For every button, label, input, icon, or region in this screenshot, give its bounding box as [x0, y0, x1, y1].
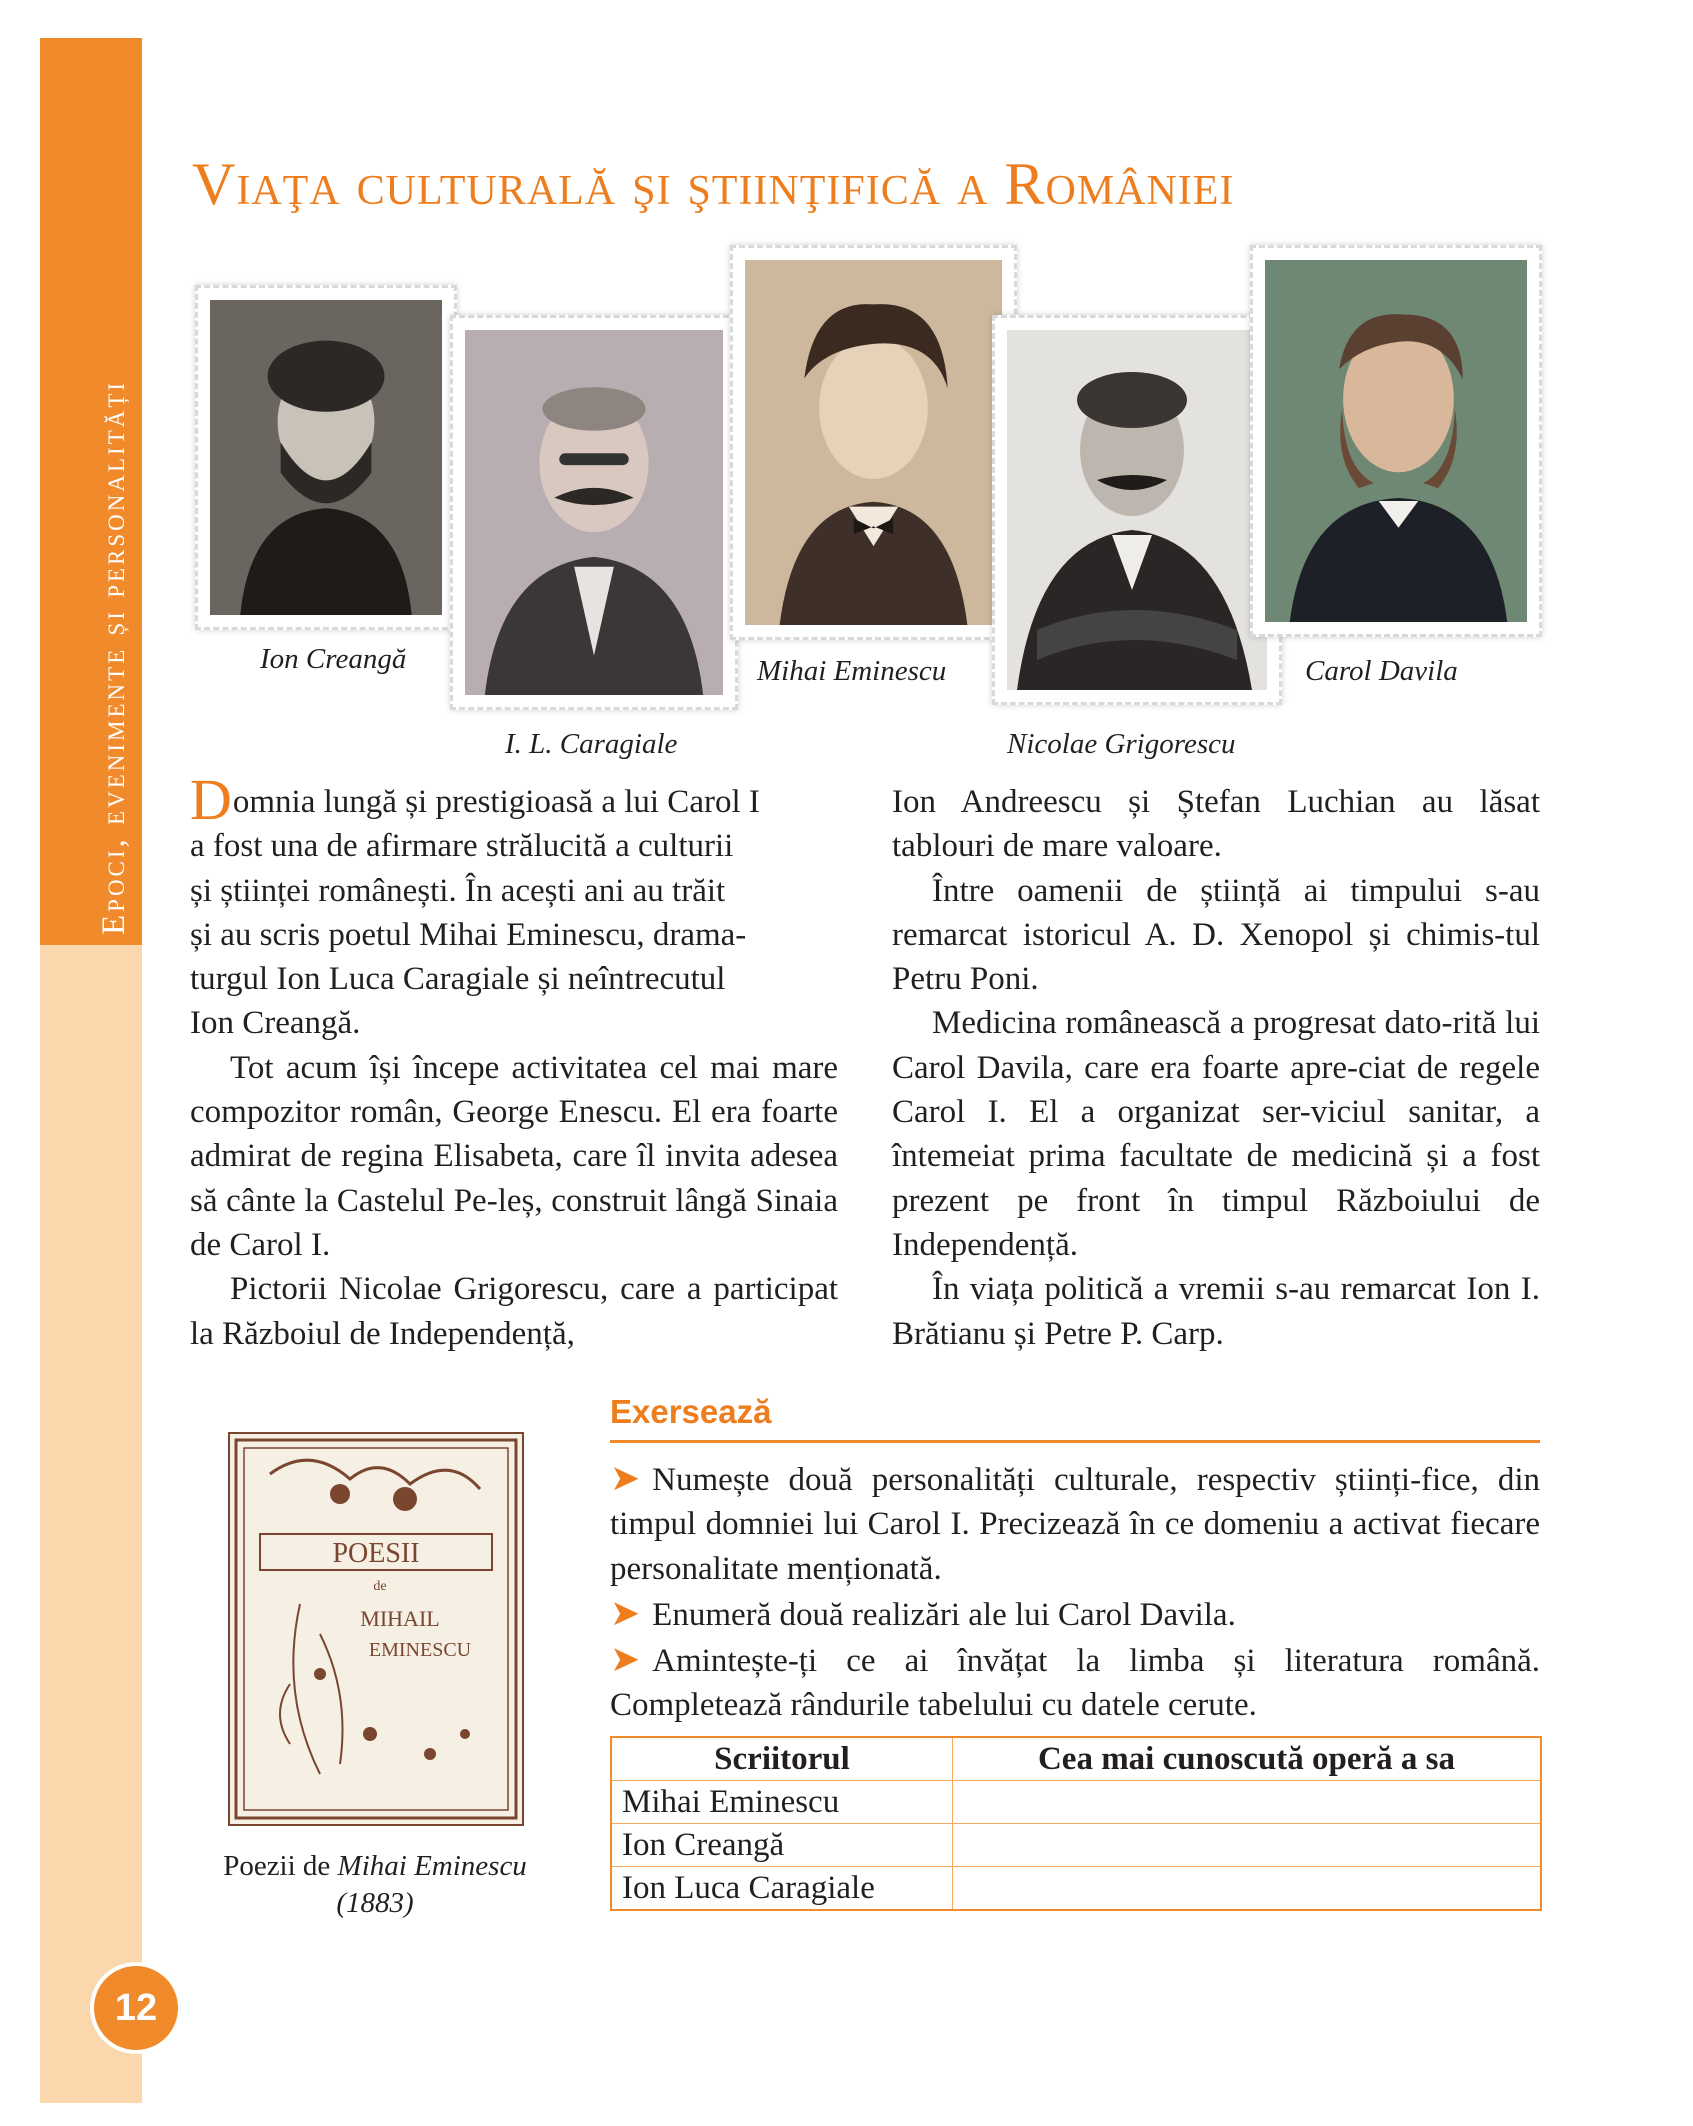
- text-line: omnia lungă și prestigioasă a lui Carol I: [232, 784, 760, 820]
- portrait-davila: [1250, 245, 1542, 637]
- exercise-item-text: Amintește-ți ce ai învățat la limba și literatura română. Completează rândurile tabelului cu datele cerute.: [610, 1643, 1540, 1724]
- portrait-eminescu: [730, 245, 1017, 640]
- text-line: Ion Andreescu și Ștefan Luchian au lăsat: [892, 784, 1540, 820]
- text-line: Ion Creangă.: [190, 1005, 361, 1042]
- text-column-left: [190, 767, 839, 1356]
- text-line: remarcat istoricul A. D. Xenopol și chimis-: [892, 916, 1506, 953]
- table-header-cell: Scriitorul: [611, 1737, 953, 1781]
- caption-prefix: Poezii de: [223, 1850, 338, 1882]
- text-line: tul Petru Poni.: [892, 916, 1540, 998]
- table-header-cell: Cea mai cunoscută operă a sa: [953, 1737, 1542, 1781]
- text-line: Ion I. Brătianu și Petre P. Carp.: [892, 1271, 1540, 1352]
- book-cover-illustration: [228, 1432, 524, 1826]
- table-cell-answer[interactable]: [953, 1824, 1542, 1867]
- text-line: Tot acum își începe activitatea cel mai: [230, 1049, 760, 1086]
- caption-caragiale: I. L. Caragiale: [505, 728, 678, 760]
- text-line: timpul Războiului de Independență.: [892, 1182, 1541, 1263]
- text-line: de medicină și a fost prezent pe front în: [892, 1138, 1541, 1219]
- table-cell: Mihai Eminescu: [611, 1781, 953, 1824]
- caption-davila: Carol Davila: [1305, 655, 1458, 687]
- exercise-item: [610, 1591, 1540, 1637]
- table-header-row: [611, 1737, 1541, 1781]
- table-row: [611, 1824, 1541, 1867]
- text-line: În viața politică a vremii s-au remarcat: [932, 1271, 1457, 1308]
- text-line: El era foarte admirat de regina Elisabeta,: [190, 1094, 838, 1175]
- portrait-creanga: [195, 285, 457, 630]
- exercise-title: Exersează: [610, 1393, 772, 1430]
- text-line: mare compozitor român, George Enescu.: [190, 1049, 839, 1131]
- text-line: leș, construit lângă Sinaia de Carol I.: [190, 1182, 838, 1263]
- text-line: Pictorii Nicolae Grigorescu, care a: [230, 1271, 702, 1308]
- exercise-list: [610, 1456, 1540, 1728]
- table-row: [611, 1867, 1541, 1911]
- page-title: Viaţa culturală şi ştiinţifică a României: [192, 151, 1235, 217]
- paragraph: [892, 1001, 1540, 1267]
- text-line: și au scris poetul Mihai Eminescu, drama-: [190, 916, 747, 953]
- text-line: a fost una de afirmare strălucită a culturii: [190, 828, 734, 865]
- portrait-grigorescu: [992, 315, 1282, 705]
- exercise-item: [610, 1637, 1540, 1728]
- paragraph: [190, 1046, 838, 1267]
- text-line: turgul Ion Luca Caragiale și neîntrecutul: [190, 961, 726, 998]
- paragraph: [892, 869, 1540, 1002]
- book-cover-word: POESII: [332, 1538, 420, 1569]
- caption-author: Mihai Eminescu: [337, 1850, 527, 1882]
- writers-table: [610, 1736, 1542, 1911]
- text-line: care îl invita adesea să cânte la Castelul Pe-: [190, 1138, 838, 1219]
- book-cover-author-1: MIHAIL: [360, 1606, 440, 1631]
- exercise-divider: [610, 1440, 1540, 1443]
- text-line: tablouri de mare valoare.: [892, 828, 1222, 865]
- text-line: participat la Războiul de Independență,: [190, 1271, 839, 1352]
- table-row: [611, 1781, 1541, 1824]
- caption-creanga: Ion Creangă: [260, 643, 407, 675]
- page-number: 12: [90, 1962, 182, 2054]
- table-cell-answer[interactable]: [953, 1867, 1542, 1911]
- paragraph: [892, 1267, 1540, 1356]
- paragraph: [892, 780, 1540, 869]
- caption-grigorescu: Nicolae Grigorescu: [1007, 728, 1236, 760]
- table-cell: Ion Creangă: [611, 1824, 953, 1867]
- text-column-right: [892, 780, 1540, 1356]
- text-line: rită lui Carol Davila, care era foarte apre-: [892, 1005, 1540, 1086]
- paragraph: [190, 1267, 838, 1356]
- caption-eminescu: Mihai Eminescu: [757, 655, 947, 687]
- paragraph: [190, 767, 838, 1046]
- table-cell: Ion Luca Caragiale: [611, 1867, 953, 1911]
- book-cover-de: de: [373, 1579, 387, 1594]
- text-line: Medicina românească a progresat dato-: [932, 1005, 1453, 1042]
- text-line: Între oamenii de știință ai timpului s-au: [932, 872, 1540, 909]
- text-line: și științei românești. În acești ani au trăit: [190, 872, 726, 909]
- side-band-light: [40, 945, 142, 2103]
- caption-year: (1883): [336, 1887, 414, 1919]
- table-cell-answer[interactable]: [953, 1781, 1542, 1824]
- text-line: ciat de regele Carol I. El a organizat ser-: [892, 1049, 1540, 1131]
- book-cover-author-2: EMINESCU: [368, 1639, 472, 1661]
- arrow-icon: ➤: [610, 1639, 641, 1680]
- exercise-item: [610, 1456, 1540, 1591]
- arrow-icon: ➤: [610, 1592, 641, 1633]
- exercise-item-text: Enumeră două realizări ale lui Carol Davila.: [652, 1596, 1236, 1633]
- drop-cap: D: [190, 767, 232, 832]
- section-label: Epoci, evenimente și personalități: [96, 379, 132, 935]
- book-caption: [150, 1848, 600, 1922]
- text-line: viciul sanitar, a întemeiat prima facultate: [892, 1094, 1540, 1175]
- exercise-item-text: Numește două personalități culturale, respectiv științi-fice, din timpul domniei lui Carol I. Precizează în ce domeniu a activat fiecare personalitate menționată.: [610, 1462, 1540, 1587]
- portrait-caragiale: [450, 315, 738, 710]
- arrow-icon: ➤: [610, 1458, 641, 1498]
